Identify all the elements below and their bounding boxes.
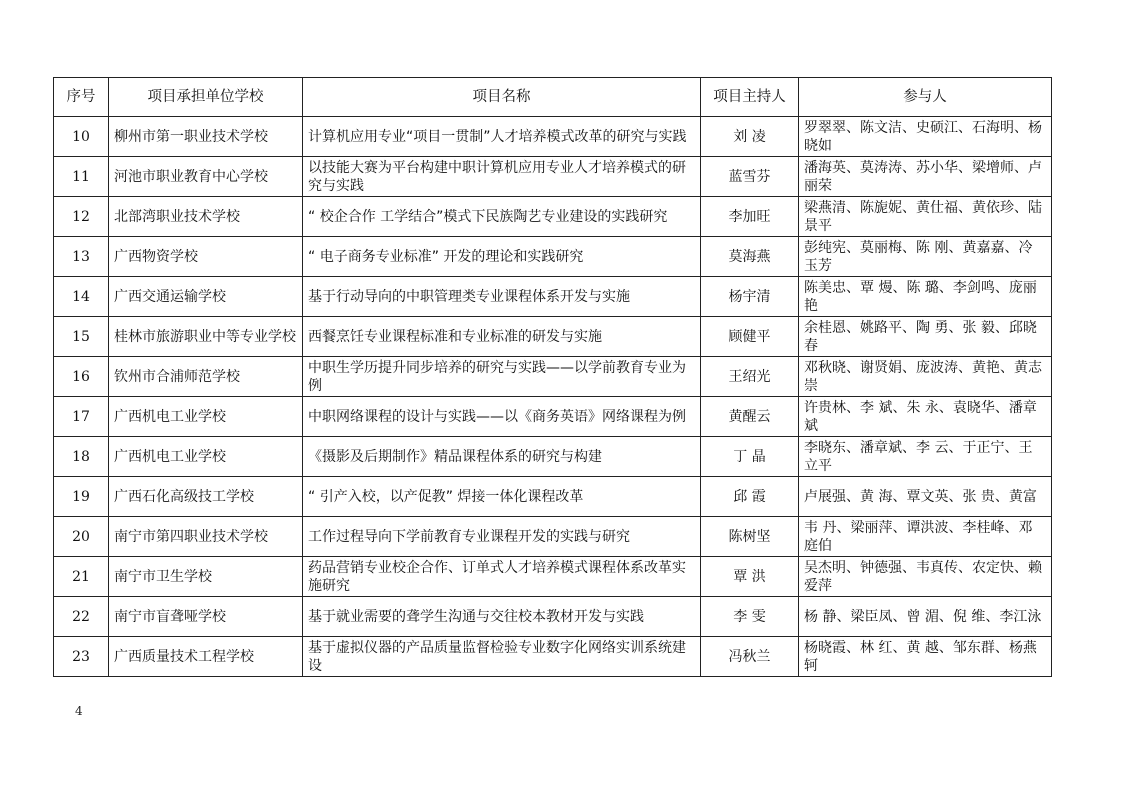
row-participants: 李晓东、潘章斌、李 云、于正宁、王立平 [799, 437, 1052, 477]
row-participants: 潘海英、莫涛涛、苏小华、梁增师、卢丽荣 [799, 157, 1052, 197]
table-row [54, 357, 1052, 397]
row-number: 23 [54, 637, 109, 677]
row-project-name: 药品营销专业校企合作、订单式人才培养模式课程体系改革实施研究 [303, 557, 701, 597]
row-unit: 广西交通运输学校 [109, 277, 303, 317]
row-number: 17 [54, 397, 109, 437]
row-project-name: 基于虚拟仪器的产品质量监督检验专业数字化网络实训系统建设 [303, 637, 701, 677]
row-participants: 韦 丹、梁丽萍、谭洪波、李桂峰、邓庭伯 [799, 517, 1052, 557]
row-unit: 南宁市第四职业技术学校 [109, 517, 303, 557]
row-participants: 陈美忠、覃 熳、陈 璐、李剑鸣、庞丽艳 [799, 277, 1052, 317]
row-participants: 罗翠翠、陈文洁、史硕江、石海明、杨晓如 [799, 117, 1052, 157]
row-unit: 广西机电工业学校 [109, 437, 303, 477]
row-host: 丁 晶 [701, 437, 799, 477]
row-unit: 桂林市旅游职业中等专业学校 [109, 317, 303, 357]
row-participants: 许贵林、李 斌、朱 永、袁晓华、潘章斌 [799, 397, 1052, 437]
row-unit: 广西物资学校 [109, 237, 303, 277]
table-row [54, 317, 1052, 357]
row-host: 王绍光 [701, 357, 799, 397]
row-project-name: 《摄影及后期制作》精品课程体系的研究与构建 [303, 437, 701, 477]
header-host: 项目主持人 [701, 78, 799, 117]
row-host: 冯秋兰 [701, 637, 799, 677]
row-unit: 南宁市盲聋哑学校 [109, 597, 303, 637]
row-participants: 彭纯宪、莫丽梅、陈 刚、黄嘉嘉、冷玉芳 [799, 237, 1052, 277]
row-number: 22 [54, 597, 109, 637]
row-project-name: “ 电子商务专业标准” 开发的理论和实践研究 [303, 237, 701, 277]
row-host: 陈树坚 [701, 517, 799, 557]
row-number: 15 [54, 317, 109, 357]
row-participants: 梁燕清、陈旎妮、黄仕福、黄依珍、陆景平 [799, 197, 1052, 237]
row-participants: 邓秋晓、谢贤娟、庞波涛、黄艳、黄志崇 [799, 357, 1052, 397]
row-participants: 杨 静、梁臣凤、曾 湄、倪 维、李江泳 [799, 597, 1052, 637]
row-unit: 北部湾职业技术学校 [109, 197, 303, 237]
page-number: 4 [75, 704, 83, 718]
row-host: 覃 洪 [701, 557, 799, 597]
row-project-name: 中职网络课程的设计与实践——以《商务英语》网络课程为例 [303, 397, 701, 437]
row-participants: 吴杰明、钟德强、韦真传、农定快、赖爱萍 [799, 557, 1052, 597]
row-host: 蓝雪芬 [701, 157, 799, 197]
row-project-name: 基于就业需要的聋学生沟通与交往校本教材开发与实践 [303, 597, 701, 637]
header-project-name: 项目名称 [303, 78, 701, 117]
project-table [53, 77, 1052, 677]
row-host: 李 雯 [701, 597, 799, 637]
header-number: 序号 [54, 78, 109, 117]
row-host: 杨宇清 [701, 277, 799, 317]
table-row [54, 477, 1052, 517]
row-host: 莫海燕 [701, 237, 799, 277]
row-unit: 南宁市卫生学校 [109, 557, 303, 597]
row-number: 20 [54, 517, 109, 557]
table-row [54, 557, 1052, 597]
row-unit: 广西机电工业学校 [109, 397, 303, 437]
header-participants: 参与人 [799, 78, 1052, 117]
row-unit: 河池市职业教育中心学校 [109, 157, 303, 197]
table-row [54, 237, 1052, 277]
row-number: 10 [54, 117, 109, 157]
row-host: 黄醒云 [701, 397, 799, 437]
row-participants: 卢展强、黄 海、覃文英、张 贵、黄富 [799, 477, 1052, 517]
row-number: 19 [54, 477, 109, 517]
row-project-name: “ 校企合作 工学结合”模式下民族陶艺专业建设的实践研究 [303, 197, 701, 237]
table-body [54, 117, 1052, 677]
row-number: 16 [54, 357, 109, 397]
row-unit: 钦州市合浦师范学校 [109, 357, 303, 397]
table-row [54, 277, 1052, 317]
row-project-name: 计算机应用专业“项目一贯制”人才培养模式改革的研究与实践 [303, 117, 701, 157]
row-project-name: 工作过程导向下学前教育专业课程开发的实践与研究 [303, 517, 701, 557]
row-host: 李加旺 [701, 197, 799, 237]
table-row [54, 437, 1052, 477]
row-host: 邱 霞 [701, 477, 799, 517]
row-number: 21 [54, 557, 109, 597]
row-host: 刘 凌 [701, 117, 799, 157]
table-row [54, 517, 1052, 557]
row-number: 12 [54, 197, 109, 237]
header-unit: 项目承担单位学校 [109, 78, 303, 117]
row-participants: 余桂恩、姚路平、陶 勇、张 毅、邱晓春 [799, 317, 1052, 357]
table-row [54, 197, 1052, 237]
row-project-name: 基于行动导向的中职管理类专业课程体系开发与实施 [303, 277, 701, 317]
row-number: 14 [54, 277, 109, 317]
row-project-name: 西餐烹饪专业课程标准和专业标准的研发与实施 [303, 317, 701, 357]
row-unit: 柳州市第一职业技术学校 [109, 117, 303, 157]
table-header-row [54, 78, 1052, 117]
row-number: 11 [54, 157, 109, 197]
row-number: 13 [54, 237, 109, 277]
row-project-name: “ 引产入校，以产促教” 焊接一体化课程改革 [303, 477, 701, 517]
table-row [54, 397, 1052, 437]
table-row [54, 157, 1052, 197]
table-row [54, 117, 1052, 157]
row-host: 顾健平 [701, 317, 799, 357]
row-project-name: 以技能大赛为平台构建中职计算机应用专业人才培养模式的研究与实践 [303, 157, 701, 197]
row-unit: 广西质量技术工程学校 [109, 637, 303, 677]
table-row [54, 637, 1052, 677]
row-number: 18 [54, 437, 109, 477]
table-row [54, 597, 1052, 637]
row-participants: 杨晓霞、林 红、黄 越、邹东群、杨燕轲 [799, 637, 1052, 677]
row-unit: 广西石化高级技工学校 [109, 477, 303, 517]
row-project-name: 中职生学历提升同步培养的研究与实践——以学前教育专业为例 [303, 357, 701, 397]
